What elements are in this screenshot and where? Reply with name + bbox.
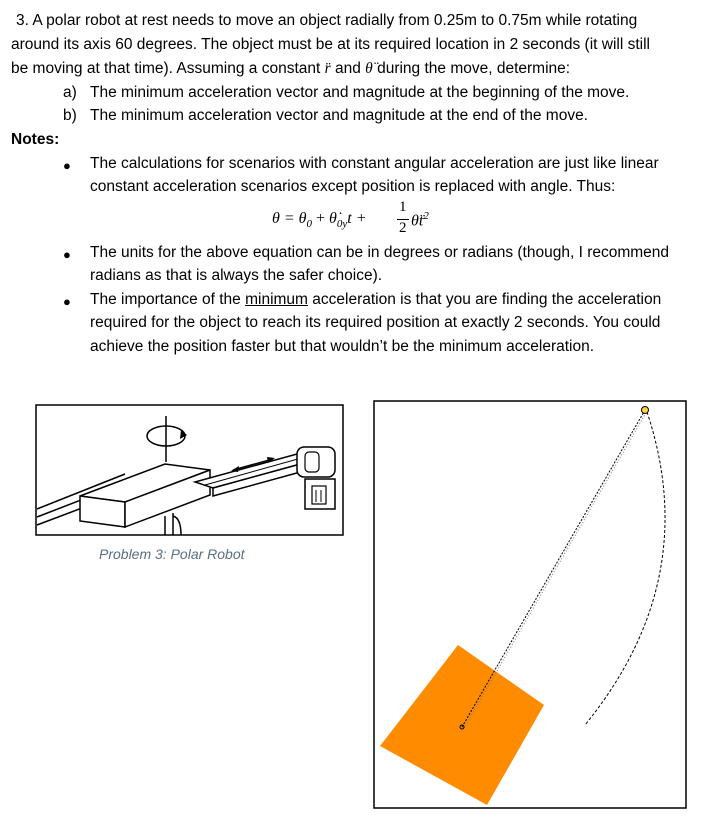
problem-line-2: around its axis 60 degrees. The object must be at its required location in 2 seconds (it will still bbox=[11, 36, 650, 53]
bullet-2: ● bbox=[63, 247, 71, 262]
problem-line-3-mid: and bbox=[330, 60, 366, 77]
eq-rhs: θ̈t bbox=[411, 212, 424, 230]
notes-heading: Notes: bbox=[11, 131, 60, 148]
eq-plus: + bbox=[312, 210, 330, 227]
eq-frac-den: 2 bbox=[399, 220, 407, 236]
bullet-3-line-3: achieve the position faster but that wouldn’t be the minimum acceleration. bbox=[90, 338, 595, 355]
eq-sup2: 2 bbox=[423, 210, 429, 222]
item-a-text: The minimum acceleration vector and magnitude at the beginning of the move. bbox=[90, 84, 630, 101]
bullet-3-line-1 bbox=[90, 291, 661, 309]
equation-right bbox=[411, 210, 429, 230]
bullet-1-line-1: The calculations for scenarios with constant angular acceleration are just like linear bbox=[90, 155, 659, 172]
motion-path-diagram bbox=[373, 400, 687, 809]
problem-line-3-pre: be moving at that time). Assuming a constant bbox=[11, 60, 325, 77]
eq-sub0: 0 bbox=[306, 218, 313, 231]
bullet-3-line-2: required for the object to reach its required position at exactly 2 seconds. You could bbox=[90, 314, 661, 331]
bullet-3: ● bbox=[63, 294, 71, 309]
eq-sub0y: 0y bbox=[336, 218, 348, 231]
problem-line-3 bbox=[11, 60, 570, 78]
theta-double-dot: θ̈ bbox=[365, 60, 373, 77]
eq-frac-num: 1 bbox=[399, 199, 407, 215]
r-double-dot: r̈ bbox=[324, 60, 331, 77]
equation-left bbox=[272, 210, 367, 230]
item-b-text: The minimum acceleration vector and magnitude at the end of the move. bbox=[90, 107, 588, 124]
polar-robot-illustration bbox=[35, 404, 344, 536]
bullet-3-post: acceleration is that you are finding the acceleration bbox=[307, 291, 662, 308]
item-b-label: b) bbox=[63, 107, 77, 124]
bullet-2-line-2: radians as that is always the safer choice). bbox=[90, 267, 383, 284]
eq-lhs: θ = θ bbox=[272, 210, 307, 227]
figure-caption: Problem 3: Polar Robot bbox=[99, 546, 245, 562]
bullet-1-line-2: constant acceleration scenarios except position is replaced with angle. Thus: bbox=[90, 178, 616, 195]
bullet-2-line-1: The units for the above equation can be in degrees or radians (though, I recommend bbox=[90, 244, 670, 261]
bullet-3-pre: The importance of the bbox=[90, 291, 246, 308]
bullet-1: ● bbox=[63, 158, 71, 173]
item-a-label: a) bbox=[63, 84, 77, 101]
eq-t: t + bbox=[347, 210, 367, 227]
bullet-3-underlined: minimum bbox=[245, 291, 308, 308]
problem-line-1: 3. A polar robot at rest needs to move an object radially from 0.25m to 0.75m while rotating bbox=[16, 12, 638, 29]
problem-line-3-post: during the move, determine: bbox=[372, 60, 571, 77]
eq-thetadot: θ̇ bbox=[329, 210, 337, 227]
